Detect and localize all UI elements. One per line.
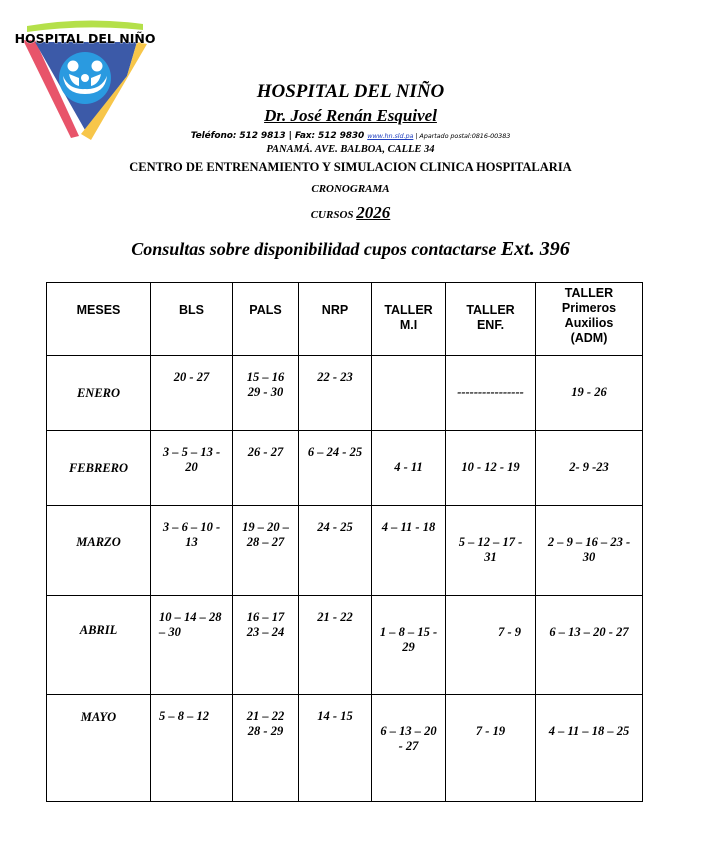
month-cell [47,356,151,431]
cursos-heading [0,203,701,223]
dates-text: 21 - 22 [317,610,353,624]
header-taller-mi: TALLER M.I [372,283,446,356]
dates-text: 4 – 11 - 18 [381,520,436,534]
month-label: MAYO [80,710,117,724]
date-cell-mi [372,695,446,802]
date-cell-adm [536,431,643,506]
date-cell-enf [446,431,536,506]
dates-text: 6 – 24 - 25 [307,445,363,459]
date-cell-adm [536,506,643,596]
date-cell-pals [233,695,299,802]
logo-figure [92,61,103,72]
header-nrp: NRP [299,283,372,356]
dates-text: 19 – 20 – 28 – 27 [242,520,289,549]
date-cell-enf [446,506,536,596]
dates-text: 3 – 5 – 13 - 20 [162,445,221,474]
phone-fax: Teléfono: 512 9813 | Fax: 512 9830 [190,131,368,141]
center-name: CENTRO DE ENTRENAMIENTO Y SIMULACION CLINICA HOSPITALARIA [129,160,572,174]
dates-text: 7 - 9 [498,625,521,639]
date-cell-bls [151,695,233,802]
date-cell-enf [446,356,536,431]
dates-text: ---------------- [457,385,524,399]
date-cell-mi [372,356,446,431]
date-cell-nrp [299,356,372,431]
table-row [47,596,643,695]
contact-line [0,131,701,141]
date-cell-pals [233,356,299,431]
month-label: FEBRERO [68,460,129,475]
dates-text: 22 - 23 [317,370,353,384]
postal-box: | Apartado postal:0816-00383 [413,132,511,140]
date-cell-adm [536,695,643,802]
dates-text: 20 - 27 [173,370,210,384]
date-cell-adm [536,356,643,431]
dates-text: 1 – 8 – 15 - 29 [379,625,438,654]
dates-text: 7 - 19 [475,724,506,738]
dates-text: 5 – 8 – 12 [159,709,209,723]
logo-text: HOSPITAL DEL NIÑO [15,31,155,46]
cronograma-heading: CRONOGRAMA [311,183,390,195]
logo-figure [68,61,79,72]
consult-note [0,238,701,261]
consult-text: Consultas sobre disponibilidad cupos contactarse [131,239,501,259]
header-taller-enf: TALLER ENF. [446,283,536,356]
date-cell-bls [151,596,233,695]
table-row [47,506,643,596]
dates-text: 19 - 26 [571,385,607,399]
header-meses: MESES [47,283,151,356]
month-label: ENERO [76,385,121,400]
month-label: MARZO [76,534,121,549]
header-pals: PALS [233,283,299,356]
table-row [47,695,643,802]
page-title: HOSPITAL DEL NIÑO [256,81,445,102]
date-cell-bls [151,431,233,506]
cursos-year: 2026 [356,203,391,222]
date-cell-bls [151,506,233,596]
date-cell-enf [446,596,536,695]
month-label: ABRIL [79,623,118,637]
dates-text: 2 – 9 – 16 – 23 - 30 [547,535,631,564]
address: PANAMÁ. AVE. BALBOA, CALLE 34 [266,144,435,155]
director-name: Dr. José Renán Esquivel [264,106,437,125]
month-cell [47,431,151,506]
table-row [47,356,643,431]
dates-text: 15 – 16 29 - 30 [246,370,285,399]
header-taller-adm: TALLER Primeros Auxilios (ADM) [536,283,643,356]
date-cell-pals [233,506,299,596]
date-cell-mi [372,506,446,596]
date-cell-pals [233,431,299,506]
consult-extension: Ext. 396 [500,238,570,260]
dates-text: 5 – 12 – 17 - 31 [458,535,523,564]
website-link[interactable]: www.hn.sld.pa [367,132,414,140]
dates-text: 6 – 13 – 20 - 27 [549,625,629,639]
dates-text: 14 - 15 [317,709,353,723]
date-cell-nrp [299,431,372,506]
header-bls: BLS [151,283,233,356]
dates-text: 3 – 6 – 10 - 13 [162,520,221,549]
dates-text: 10 - 12 - 19 [461,460,520,474]
date-cell-pals [233,596,299,695]
dates-text: 16 – 17 23 – 24 [246,610,285,639]
dates-text: 4 - 11 [394,460,423,474]
date-cell-enf [446,695,536,802]
dates-text: 10 – 14 – 28 – 30 [159,610,222,639]
date-cell-nrp [299,695,372,802]
schedule-table [46,282,643,802]
dates-text [372,356,445,370]
table-row [47,431,643,506]
month-cell [47,695,151,802]
dates-text: 2- 9 -23 [569,460,609,474]
dates-text: 4 – 11 – 18 – 25 [548,724,630,738]
table-header-row [47,283,643,356]
date-cell-nrp [299,596,372,695]
date-cell-adm [536,596,643,695]
date-cell-bls [151,356,233,431]
cursos-label: CURSOS [310,209,357,221]
month-cell [47,596,151,695]
dates-text: 6 – 13 – 20 - 27 [380,724,437,753]
date-cell-mi [372,431,446,506]
month-cell [47,506,151,596]
dates-text: 24 - 25 [317,520,353,534]
date-cell-nrp [299,506,372,596]
dates-text: 26 - 27 [247,445,284,459]
dates-text: 21 – 22 28 - 29 [246,709,285,738]
date-cell-mi [372,596,446,695]
